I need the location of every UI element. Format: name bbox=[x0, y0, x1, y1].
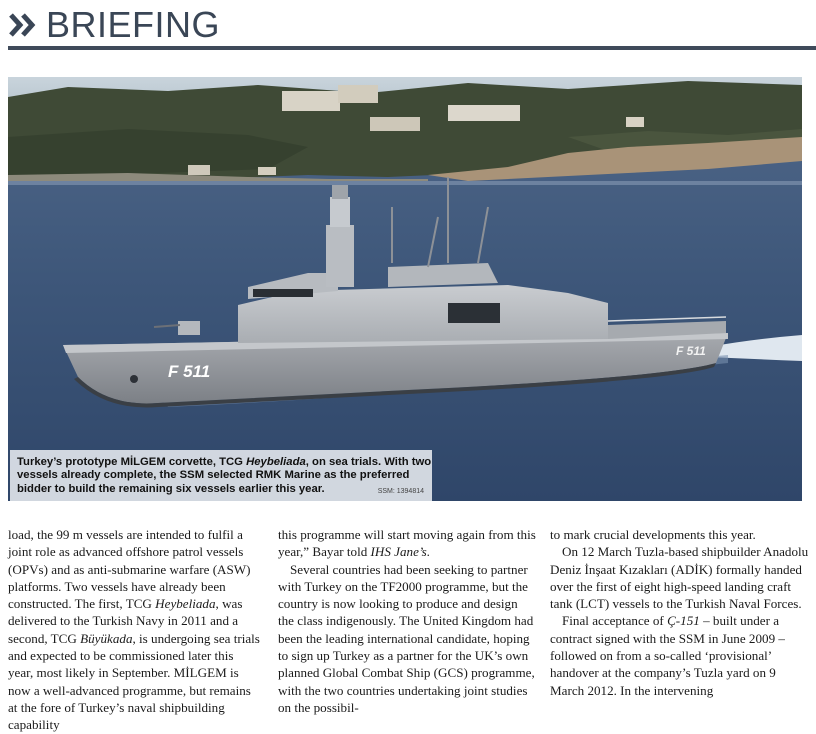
section-header bbox=[0, 0, 816, 52]
ship-illustration bbox=[8, 77, 802, 501]
header-rule bbox=[8, 46, 816, 50]
paragraph: to mark crucial developments this year. bbox=[550, 527, 756, 542]
paragraph: Several countries had been seeking to partner with Turkey on the TF2000 programme, but the country is now looking to produce and design the class indigenously. The United Kingdom had been the leading international candidate, hoping to sign up Turkey as a partner for the UK’s own planned Global Combat Ship (GCS) programme, with the two countries undertaking joint studies on the possibil- bbox=[278, 561, 535, 715]
caption-ship-name: Heybeliada bbox=[246, 456, 306, 468]
photo-credit: SSM: 1394814 bbox=[377, 487, 424, 495]
hull-number-stern: F 511 bbox=[676, 344, 706, 358]
hull-number-bow: F 511 bbox=[168, 362, 211, 381]
article-column-3 bbox=[550, 526, 812, 699]
article-column-2 bbox=[278, 526, 536, 716]
corvette-photo bbox=[8, 77, 802, 501]
caption-text-2: , on sea trials. With two vessels already complete, the SSM selected RMK Marine as the preferred bidder to build the remaining six vessels earlier this year. bbox=[17, 456, 432, 495]
double-chevron-icon bbox=[8, 12, 38, 38]
paragraph: Final acceptance of Ç-151 – built under a contract signed with the SSM in June 2009 – followed on from a so-called ‘provisional’ handover at the company’s Tuzla yard on 9 March 2012. In the intervening bbox=[550, 613, 785, 698]
paragraph: On 12 March Tuzla-based shipbuilder Anadolu Deniz İnşaat Kızakları (ADİK) formally handed over the first of eight high-speed landing craft tank (LCT) vessels to the Turkish Naval Forces. bbox=[550, 544, 809, 612]
paragraph: load, the 99 m vessels are intended to fulfil a joint role as advanced offshore patrol vessels (OPVs) and as anti-submarine warfare (ASW) platforms. Two vessels have already been constructed. The first, TCG Heybeliada, was delivered to the Turkish Navy in 2011 and a second, TCG Büyükada, is undergoing sea trials and expected to be commissioned later this year, most likely in September. MİLGEM is now a well-advanced programme, but remains at the fore of Turkey’s naval shipbuilding capability bbox=[8, 527, 260, 733]
paragraph: this programme will start moving again from this year,” Bayar told IHS Jane’s. bbox=[278, 527, 536, 560]
caption-text-1: Turkey’s prototype MİLGEM corvette, TCG bbox=[17, 456, 247, 468]
article-column-1 bbox=[8, 526, 260, 734]
photo-caption bbox=[10, 450, 432, 501]
section-title: BRIEFING bbox=[46, 4, 221, 45]
